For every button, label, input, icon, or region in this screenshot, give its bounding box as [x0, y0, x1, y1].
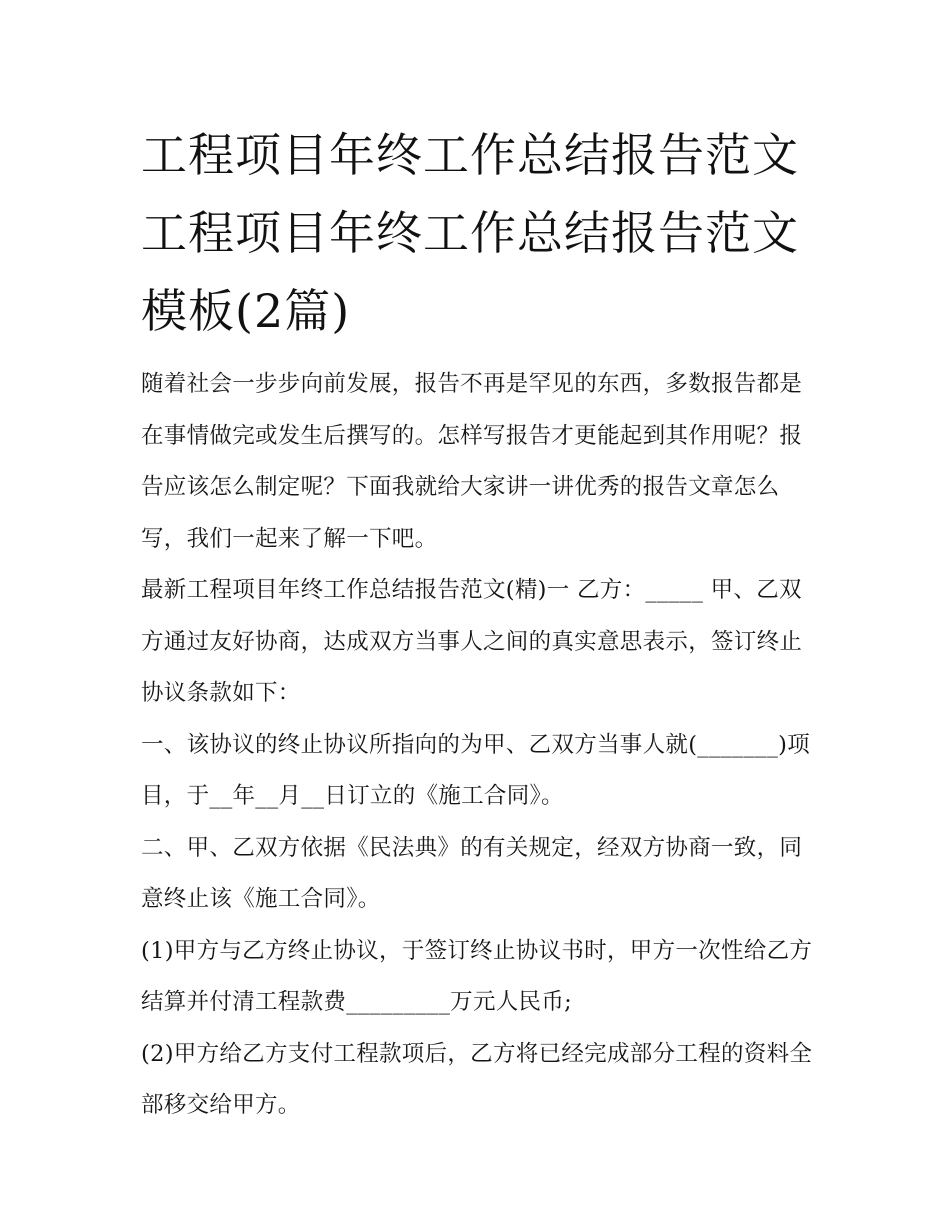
- paragraph-agreement-intro: 最新工程项目年终工作总结报告范文(精)一 乙方：_____ 甲、乙双方通过友好协商，达成双方当事人之间的真实意思表示，签订终止协议条款如下：: [141, 577, 803, 706]
- document-title: 工程项目年终工作总结报告范文 工程项目年终工作总结报告范文模板(2篇): [141, 128, 799, 338]
- paragraph-intro: 随着社会一步步向前发展，报告不再是罕见的东西，多数报告都是在事情做完或发生后撰写的。怎样写报告才更能起到其作用呢？报告应该怎么制定呢？下面我就给大家讲一讲优秀的报告文章怎么写，我们一起来了解一下吧。: [141, 371, 803, 552]
- paragraph-item-2: (2)甲方给乙方支付工程款项后，乙方将已经完成部分工程的资料全部移交给甲方。: [141, 1040, 813, 1118]
- document-body: [141, 116, 821, 1132]
- paragraph-item-1: (1)甲方与乙方终止协议，于签订终止协议书时，甲方一次性给乙方结算并付清工程款费_________万元人民币;: [141, 937, 813, 1015]
- paragraph-clause-2: 二、甲、乙双方依据《民法典》的有关规定，经双方协商一致，同意终止该《施工合同》。: [141, 834, 803, 912]
- paragraph-clause-1: 一、该协议的终止协议所指向的为甲、乙双方当事人就(_______)项目，于__年__月__日订立的《施工合同》。: [141, 731, 811, 809]
